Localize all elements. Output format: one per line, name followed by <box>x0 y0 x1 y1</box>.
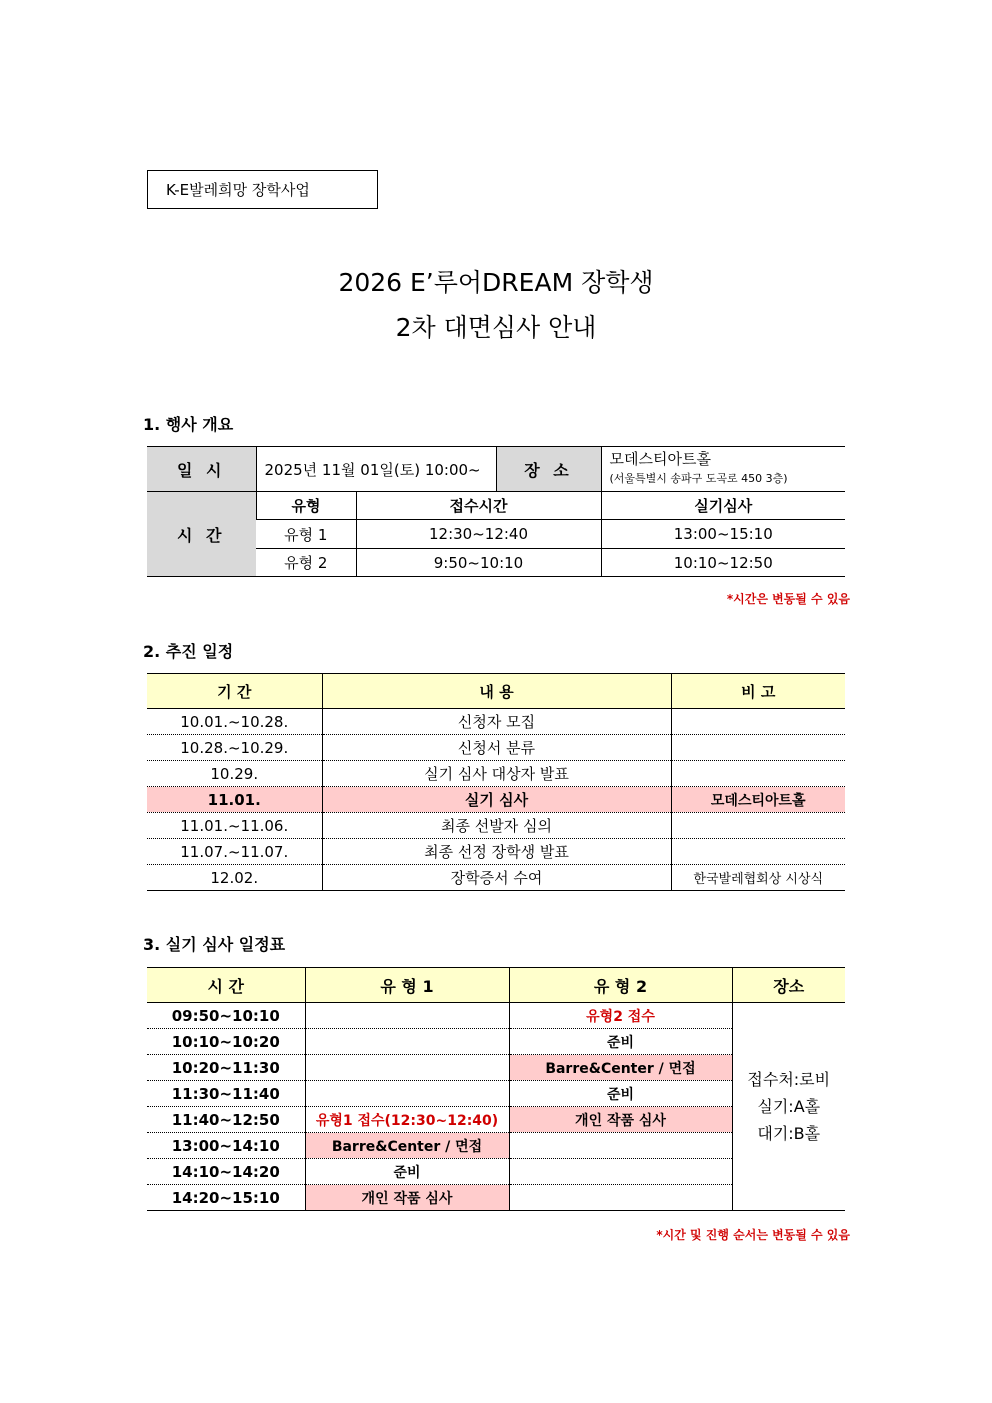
type1-cell <box>305 1081 509 1107</box>
place-address: (서울특별시 송파구 도곡로 450 3층) <box>609 472 788 485</box>
type2-cell: Barre&Center / 면접 <box>509 1055 732 1081</box>
type1-cell: 준비 <box>305 1159 509 1185</box>
section3-note: *시간 및 진행 순서는 변동될 수 있음 <box>656 1228 850 1242</box>
type-cell: 유형 2 <box>256 549 356 577</box>
remarks-cell <box>671 709 845 735</box>
remarks-cell: 한국발레협회상 시상식 <box>671 865 845 891</box>
time-cell: 13:00~14:10 <box>147 1133 305 1159</box>
schedule-table <box>147 673 845 891</box>
place-cell <box>601 447 845 492</box>
doc-title-line1: 2026 E’루어DREAM 장학생 <box>338 268 654 297</box>
col-type2: 유 형 2 <box>509 968 732 1003</box>
remarks-cell <box>671 761 845 787</box>
program-tag <box>147 170 378 209</box>
audition-time: 13:00~15:10 <box>601 520 845 549</box>
location-line: 실기:A홀 <box>757 1097 821 1116</box>
col-period: 기 간 <box>147 674 322 709</box>
time-label: 시 간 <box>147 492 256 577</box>
date-value: 2025년 11월 01일(토) 10:00~ <box>256 447 496 492</box>
period-cell: 11.01.~11.06. <box>147 813 322 839</box>
period-cell: 12.02. <box>147 865 322 891</box>
col-content: 내 용 <box>322 674 671 709</box>
time-cell: 09:50~10:10 <box>147 1003 305 1029</box>
type1-cell <box>305 1029 509 1055</box>
col-type1: 유 형 1 <box>305 968 509 1003</box>
type1-cell <box>305 1003 509 1029</box>
type2-cell <box>509 1133 732 1159</box>
remarks-cell <box>671 735 845 761</box>
doc-title-line2: 2차 대면심사 안내 <box>395 313 597 342</box>
time-cell: 11:30~11:40 <box>147 1081 305 1107</box>
content-cell: 신청자 모집 <box>322 709 671 735</box>
col-reception: 접수시간 <box>356 492 601 520</box>
type-cell: 유형 1 <box>256 520 356 549</box>
remarks-cell-highlight: 모데스티아트홀 <box>671 787 845 813</box>
type1-cell: Barre&Center / 면접 <box>305 1133 509 1159</box>
section3-heading: 3. 실기 심사 일정표 <box>143 935 286 954</box>
reception-time: 9:50~10:10 <box>356 549 601 577</box>
location-line: 접수처:로비 <box>747 1070 831 1089</box>
type1-cell: 개인 작품 심사 <box>305 1185 509 1211</box>
col-remarks: 비 고 <box>671 674 845 709</box>
period-cell: 10.01.~10.28. <box>147 709 322 735</box>
place-label: 장 소 <box>496 447 601 492</box>
col-time: 시 간 <box>147 968 305 1003</box>
period-cell: 10.29. <box>147 761 322 787</box>
col-location: 장소 <box>732 968 845 1003</box>
type2-cell: 준비 <box>509 1081 732 1107</box>
time-cell: 10:20~11:30 <box>147 1055 305 1081</box>
audition-schedule-table <box>147 967 845 1211</box>
type2-cell: 개인 작품 심사 <box>509 1107 732 1133</box>
content-cell: 장학증서 수여 <box>322 865 671 891</box>
remarks-cell <box>671 813 845 839</box>
content-cell: 신청서 분류 <box>322 735 671 761</box>
program-tag-text: K-E발레희망 장학사업 <box>166 181 310 199</box>
date-label: 일 시 <box>147 447 256 492</box>
type2-cell <box>509 1185 732 1211</box>
period-cell: 11.07.~11.07. <box>147 839 322 865</box>
content-cell: 실기 심사 대상자 발표 <box>322 761 671 787</box>
type2-cell: 유형2 접수 <box>509 1003 732 1029</box>
section1-note: *시간은 변동될 수 있음 <box>726 592 850 606</box>
section1-heading: 1. 행사 개요 <box>143 415 234 434</box>
remarks-cell <box>671 839 845 865</box>
reception-time: 12:30~12:40 <box>356 520 601 549</box>
type2-cell: 준비 <box>509 1029 732 1055</box>
type1-cell <box>305 1055 509 1081</box>
time-cell: 14:20~15:10 <box>147 1185 305 1211</box>
period-cell: 10.28.~10.29. <box>147 735 322 761</box>
type1-cell: 유형1 접수(12:30~12:40) <box>305 1107 509 1133</box>
type2-cell <box>509 1159 732 1185</box>
time-cell: 10:10~10:20 <box>147 1029 305 1055</box>
content-cell: 최종 선정 장학생 발표 <box>322 839 671 865</box>
col-type: 유형 <box>256 492 356 520</box>
period-cell-highlight: 11.01. <box>147 787 322 813</box>
overview-table <box>147 446 845 577</box>
time-cell: 14:10~14:20 <box>147 1159 305 1185</box>
location-cell <box>732 1003 845 1211</box>
section2-heading: 2. 추진 일정 <box>143 642 234 661</box>
col-audition: 실기심사 <box>601 492 845 520</box>
content-cell-highlight: 실기 심사 <box>322 787 671 813</box>
audition-time: 10:10~12:50 <box>601 549 845 577</box>
place-name: 모데스티아트홀 <box>609 450 711 468</box>
time-cell: 11:40~12:50 <box>147 1107 305 1133</box>
content-cell: 최종 선발자 심의 <box>322 813 671 839</box>
location-line: 대기:B홀 <box>757 1124 821 1143</box>
